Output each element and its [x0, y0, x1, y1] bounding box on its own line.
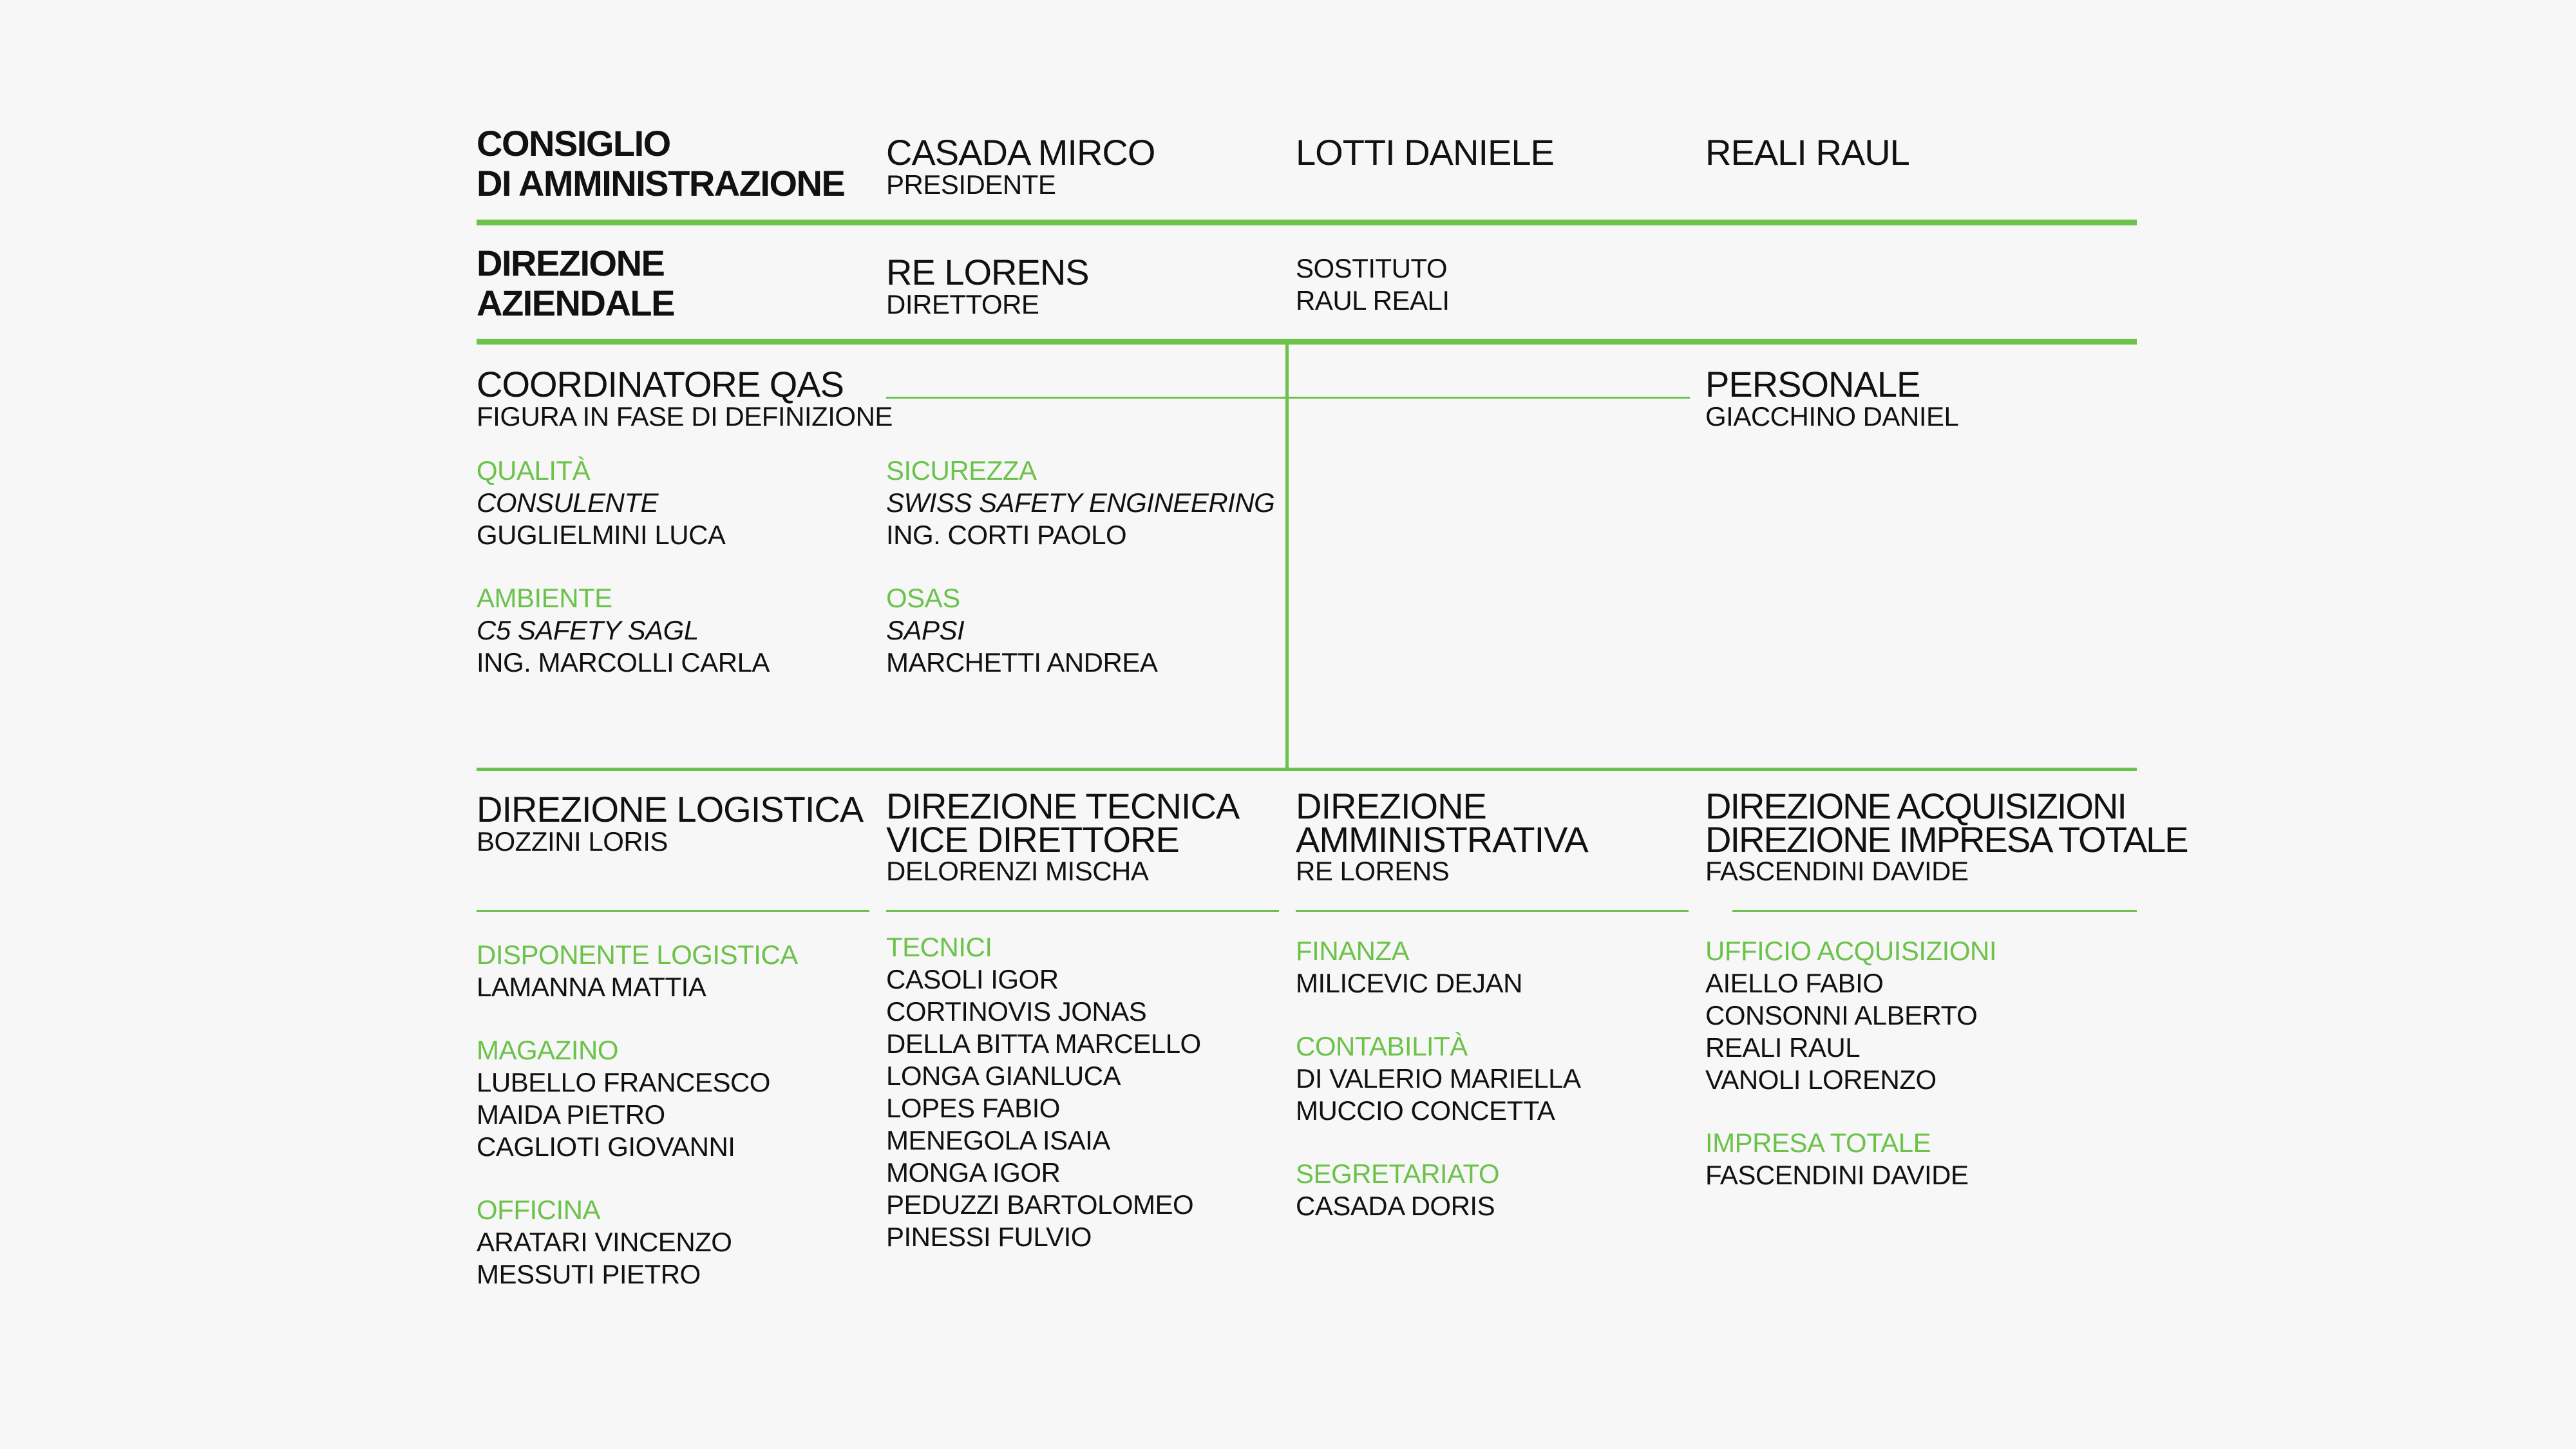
qas-subtitle: FIGURA IN FASE DI DEFINIZIONE: [477, 401, 893, 431]
board-divider: [477, 220, 2137, 225]
list-item: CORTINOVIS JONAS: [886, 996, 1147, 1027]
management-substitute: [1296, 252, 1450, 317]
list-item: MAIDA PIETRO: [477, 1099, 665, 1130]
group-label: IMPRESA TOTALE: [1705, 1128, 1931, 1158]
group-label: DISPONENTE LOGISTICA: [477, 940, 798, 970]
group-company: CONSULENTE: [477, 488, 659, 518]
administration-head: RE LORENS: [1296, 856, 1450, 886]
vertical-connector: [1285, 341, 1289, 770]
list-item: MILICEVIC DEJAN: [1296, 968, 1522, 998]
logistics-header: [477, 790, 863, 858]
group-person: GUGLIELMINI LUCA: [477, 520, 726, 550]
acquisitions-title-line2: DIREZIONE IMPRESA TOTALE: [1705, 819, 2188, 860]
administration-title-line1: DIREZIONE: [1296, 786, 1486, 826]
technical-head: DELORENZI MISCHA: [886, 856, 1149, 886]
group-label: MAGAZINO: [477, 1035, 619, 1065]
administration-header: [1296, 786, 1588, 887]
management-title-line2: AZIENDALE: [477, 283, 674, 323]
group-label: UFFICIO ACQUISIZIONI: [1705, 936, 1997, 966]
board-title-line1: CONSIGLIO: [477, 123, 670, 164]
director-role: DIRETTORE: [886, 289, 1039, 319]
list-item: DELLA BITTA MARCELLO: [886, 1028, 1201, 1059]
personnel-header: [1705, 365, 1958, 433]
board-title: [477, 124, 844, 204]
list-item: ARATARI VINCENZO: [477, 1227, 732, 1257]
board-member-president: [886, 133, 1155, 201]
list-item: LONGA GIANLUCA: [886, 1061, 1121, 1091]
departments-divider: [477, 768, 2137, 771]
acquisitions-head: FASCENDINI DAVIDE: [1705, 856, 1969, 886]
technical-groups: [886, 931, 1201, 1253]
list-item: MESSUTI PIETRO: [477, 1259, 701, 1289]
list-item: REALI RAUL: [1705, 1032, 1861, 1063]
list-item: CASOLI IGOR: [886, 964, 1059, 994]
group-person: ING. CORTI PAOLO: [886, 520, 1127, 550]
personnel-title: PERSONALE: [1705, 364, 1920, 404]
group-person: MARCHETTI ANDREA: [886, 647, 1158, 677]
qas-header: [477, 365, 893, 433]
administration-divider: [1296, 910, 1689, 912]
management-divider: [477, 339, 2137, 345]
group-label: QUALITÀ: [477, 455, 591, 486]
personnel-name: GIACCHINO DANIEL: [1705, 401, 1959, 431]
qas-personnel-connector: [886, 397, 1690, 399]
technical-header: [886, 786, 1240, 887]
list-item: CAGLIOTI GIOVANNI: [477, 1132, 735, 1162]
list-item: LUBELLO FRANCESCO: [477, 1067, 770, 1097]
group-person: ING. MARCOLLI CARLA: [477, 647, 770, 677]
technical-title-line2: VICE DIRETTORE: [886, 819, 1179, 860]
group-label: TECNICI: [886, 932, 992, 962]
list-item: LOPES FABIO: [886, 1093, 1060, 1123]
list-item: CONSONNI ALBERTO: [1705, 1000, 1978, 1030]
list-item: PEDUZZI BARTOLOMEO: [886, 1189, 1194, 1220]
list-item: LAMANNA MATTIA: [477, 972, 706, 1002]
list-item: MENEGOLA ISAIA: [886, 1125, 1110, 1155]
group-label: SICUREZZA: [886, 455, 1037, 486]
group-label: AMBIENTE: [477, 583, 612, 613]
member-name: CASADA MIRCO: [886, 132, 1155, 173]
group-label: SEGRETARIATO: [1296, 1159, 1500, 1189]
group-label: FINANZA: [1296, 936, 1410, 966]
management-title-line1: DIREZIONE: [477, 243, 665, 283]
administration-groups: [1296, 935, 1581, 1222]
logistics-groups: [477, 939, 798, 1291]
qas-security: [886, 455, 1274, 679]
qas-title: COORDINATORE QAS: [477, 364, 844, 404]
acquisitions-divider: [1732, 910, 2137, 912]
board-member-reali: REALI RAUL: [1705, 132, 1909, 173]
list-item: MONGA IGOR: [886, 1157, 1061, 1188]
list-item: CASADA DORIS: [1296, 1191, 1495, 1221]
acquisitions-groups: [1705, 935, 1996, 1191]
list-item: MUCCIO CONCETTA: [1296, 1095, 1555, 1126]
logistics-divider: [477, 910, 869, 912]
group-company: SWISS SAFETY ENGINEERING: [886, 488, 1275, 518]
technical-divider: [886, 910, 1279, 912]
acquisitions-header: [1705, 786, 2188, 887]
board-member-lotti: LOTTI DANIELE: [1296, 132, 1554, 173]
administration-title-line2: AMMINISTRATIVA: [1296, 819, 1588, 860]
logistics-title: DIREZIONE LOGISTICA: [477, 789, 864, 829]
acquisitions-title-line1: DIREZIONE ACQUISIZIONI: [1705, 786, 2126, 826]
director-name: RE LORENS: [886, 252, 1089, 292]
group-label: OFFICINA: [477, 1195, 600, 1225]
list-item: VANOLI LORENZO: [1705, 1065, 1937, 1095]
list-item: FASCENDINI DAVIDE: [1705, 1160, 1969, 1190]
substitute-label: SOSTITUTO: [1296, 253, 1448, 283]
management-title: [477, 243, 674, 323]
board-title-line2: DI AMMINISTRAZIONE: [477, 163, 845, 204]
group-label: CONTABILITÀ: [1296, 1031, 1468, 1061]
list-item: AIELLO FABIO: [1705, 968, 1884, 998]
management-director: [886, 252, 1089, 321]
logistics-head: BOZZINI LORIS: [477, 826, 668, 857]
list-item: DI VALERIO MARIELLA: [1296, 1063, 1581, 1094]
list-item: PINESSI FULVIO: [886, 1222, 1092, 1252]
technical-title-line1: DIREZIONE TECNICA: [886, 786, 1240, 826]
qas-quality: [477, 455, 770, 679]
group-label: OSAS: [886, 583, 960, 613]
member-role: PRESIDENTE: [886, 169, 1056, 200]
group-company: C5 SAFETY SAGL: [477, 615, 699, 645]
group-company: SAPSI: [886, 615, 965, 645]
substitute-name: RAUL REALI: [1296, 285, 1450, 316]
